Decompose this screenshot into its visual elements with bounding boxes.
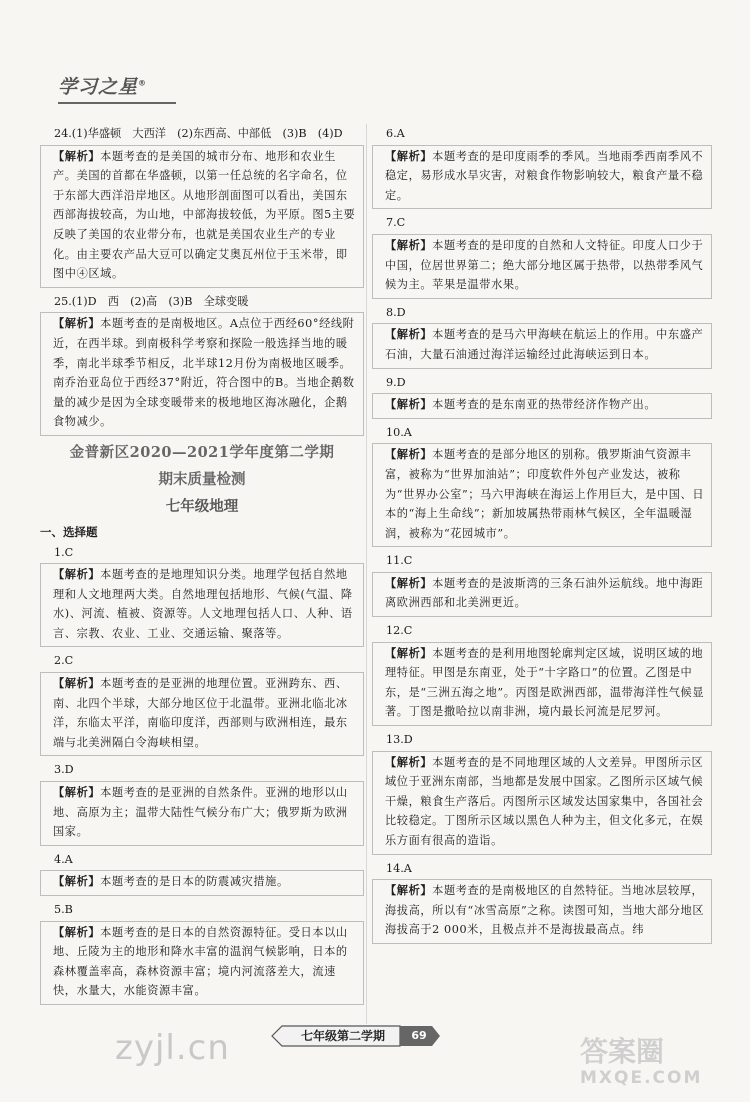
answer-q10: 10.A <box>386 425 412 439</box>
explanation-text: 本题考查的是南极地区。A点位于西经60°经线附近，在西半球。到南极科学考察和探险一般选择当地的暖季，南北半球季节相反，北半球12月份为南极地区暖季。南乔治亚岛位于西经37°附近，符合图中的B。当地企鹅数量的减少是因为全球变暖带来的极地地区海冰融化，企鹅食物减少。 <box>53 317 355 429</box>
explanation-text: 本题考查的是亚洲的自然条件。亚洲的地形以山地、高原为主；温带大陆性气候分布广大；俄罗斯为欧洲国家。 <box>53 786 348 839</box>
exam-title-line3: 七年级地理 <box>165 497 239 515</box>
explanation-tag: 【解析】 <box>385 883 433 898</box>
explanation-tag: 【解析】 <box>53 567 101 582</box>
explanation-q13 <box>372 751 712 855</box>
answer-q1: 1.C <box>54 545 74 559</box>
watermark-right-url: MXQE.COM <box>580 1068 703 1088</box>
explanation-q5 <box>40 921 364 1005</box>
explanation-q4 <box>40 870 364 896</box>
explanation-tag: 【解析】 <box>385 754 433 769</box>
answer-q11: 11.C <box>386 554 413 568</box>
answer-q14: 14.A <box>386 861 412 875</box>
answer-q3: 3.D <box>54 763 74 777</box>
explanation-tag: 【解析】 <box>53 676 101 691</box>
explanation-q8 <box>372 323 712 368</box>
explanation-tag: 【解析】 <box>53 148 101 163</box>
explanation-q9 <box>372 393 712 419</box>
exam-title-line1: 金普新区2020—2021学年度第二学期 <box>69 443 335 461</box>
explanation-text: 本题考查的是波斯湾的三条石油外运航线。地中海距离欧洲西部和北美洲更近。 <box>385 576 704 610</box>
answer-q9: 9.D <box>386 375 406 389</box>
explanation-text: 本题考查的是不同地理区域的人文差异。甲图所示区域位于亚洲东南部，当地都是发展中国家。乙图所示区域气候干燥，粮食生产落后。丙图所示区域发达国家集中，各国社会比较稳定。丁图所示区域以黑色人种为主，但文化多元，在娱乐方面有很高的造诣。 <box>385 755 704 847</box>
explanation-text: 本题考查的是地理知识分类。地理学包括自然地理和人文地理两大类。自然地理包括地形、气候(气温、降水)、河流、植被、资源等。人文地理包括人口、人种、语言、宗教、农业、工业、交通运输、聚落等。 <box>53 568 353 640</box>
explanation-tag: 【解析】 <box>53 316 101 331</box>
explanation-text: 本题考查的是日本的防震减灾措施。 <box>100 875 289 889</box>
explanation-tag: 【解析】 <box>385 237 433 252</box>
page-number: 69 <box>411 1029 427 1042</box>
explanation-tag: 【解析】 <box>53 785 101 800</box>
answer-q5: 5.B <box>54 903 73 916</box>
registered-mark: ® <box>138 78 148 88</box>
answer-q25: 25.(1)D 西 (2)高 (3)B 全球变暖 <box>54 294 249 308</box>
column-divider <box>366 124 367 1024</box>
explanation-q1 <box>40 563 364 647</box>
explanation-tag: 【解析】 <box>385 575 433 590</box>
logo-underline <box>58 102 176 104</box>
answer-q8: 8.D <box>386 305 406 319</box>
explanation-q7 <box>372 234 712 299</box>
answer-q4: 4.A <box>54 852 73 866</box>
explanation-text: 本题考查的是日本的自然资源特征。受日本以山地、丘陵为主的地形和降水丰富的温润气候影响，日本的森林覆盖率高，森林资源丰富；境内河流落差大，流速快，水量大，水能资源丰富。 <box>53 925 348 998</box>
explanation-tag: 【解析】 <box>53 924 101 939</box>
explanation-q25 <box>40 312 364 436</box>
explanation-text: 本题考查的是利用地图轮廓判定区域，说明区域的地理特征。甲图是东南亚，处于“十字路口”的位置。乙图是中东，是“三洲五海之地”。丙图是欧洲西部，温带海洋性气候显著。丁图是撒哈拉以南非洲，境内最长河流是尼罗河。 <box>385 646 705 719</box>
explanation-text: 本题考查的是部分地区的别称。俄罗斯油气资源丰富，被称为“世界加油站”；印度软件外包产业发达，被称为“世界办公室”；马六甲海峡在海运上作用巨大，是中国、日本的“海上生命线”；新加坡属热带雨林气候区，全年温暖湿润，被称为“花园城市”。 <box>385 448 705 540</box>
explanation-q2 <box>40 672 364 756</box>
explanation-text: 本题考查的是南极地区的自然特征。当地冰层较厚，海拔高，所以有“冰雪高原”之称。读图可知，当地大部分地区海拔高于2 000米，且极点并不是海拔最高点。纬 <box>385 884 705 937</box>
logo-text: 学习之星 <box>58 76 139 98</box>
explanation-q12 <box>372 642 712 726</box>
answer-q7: 7.C <box>386 216 406 230</box>
answer-q12: 12.C <box>386 624 413 638</box>
explanation-text: 本题考查的是亚洲的地理位置。亚洲跨东、西、南、北四个半球，大部分地区位于北温带。亚洲北临北冰洋，东临太平洋，南临印度洋，西部则与欧洲相连，最东端与北美洲隔白令海峡相望。 <box>53 677 348 749</box>
explanation-text: 本题考查的是马六甲海峡在航运上的作用。中东盛产石油，大量石油通过海洋运输经过此海峡运到日本。 <box>385 328 704 361</box>
explanation-tag: 【解析】 <box>385 397 433 412</box>
explanation-text: 本题考查的是美国的城市分布、地形和农业生产。美国的首都在华盛顿，以第一任总统的名字命名，位于东部大西洋沿岸地区。从地形剖面图可以看出，美国东西部海拔较高，为山地，中部海拔较低，为平原。图5主要反映了美国的农业带分布，也就是美国农业生产的专业化。由主要农产品大豆可以确定艾奥瓦州位于玉米带，即图中④区域。 <box>53 149 356 281</box>
explanation-tag: 【解析】 <box>385 645 433 660</box>
answer-q24: 24.(1)华盛顿 大西洋 (2)东西高、中部低 (3)B (4)D <box>54 127 343 140</box>
right-column <box>372 124 712 948</box>
exam-title-line2: 期末质量检测 <box>158 470 246 488</box>
explanation-text: 本题考查的是印度雨季的季风。当地雨季西南季风不稳定，易形成水旱灾害，对粮食作物影响较大，粮食产量不稳定。 <box>385 149 704 202</box>
footer-page-tab <box>268 1024 442 1048</box>
watermark-left: zyjl.cn <box>115 1028 230 1068</box>
explanation-text: 本题考查的是东南亚的热带经济作物产出。 <box>432 398 657 412</box>
section-heading: 一、选择题 <box>40 524 98 539</box>
answer-q13: 13.D <box>386 733 413 747</box>
explanation-q6 <box>372 145 712 210</box>
watermark-right: 答案圈 <box>580 1035 665 1068</box>
explanation-q10 <box>372 443 712 547</box>
explanation-tag: 【解析】 <box>385 327 433 342</box>
answer-q6: 6.A <box>386 127 405 140</box>
explanation-q14 <box>372 879 712 944</box>
explanation-q24 <box>40 145 364 288</box>
publisher-logo <box>58 72 147 99</box>
explanation-q11 <box>372 572 712 617</box>
explanation-q3 <box>40 781 364 846</box>
left-column <box>40 124 364 1009</box>
footer-label: 七年级第二学期 <box>300 1029 385 1043</box>
explanation-tag: 【解析】 <box>53 874 101 889</box>
explanation-tag: 【解析】 <box>385 447 433 462</box>
answer-q2: 2.C <box>54 654 74 668</box>
explanation-text: 本题考查的是印度的自然和人文特征。印度人口少于中国，位居世界第二；绝大部分地区属于热带，以热带季风气候为主。苹果是温带水果。 <box>385 238 704 292</box>
explanation-tag: 【解析】 <box>385 148 433 163</box>
